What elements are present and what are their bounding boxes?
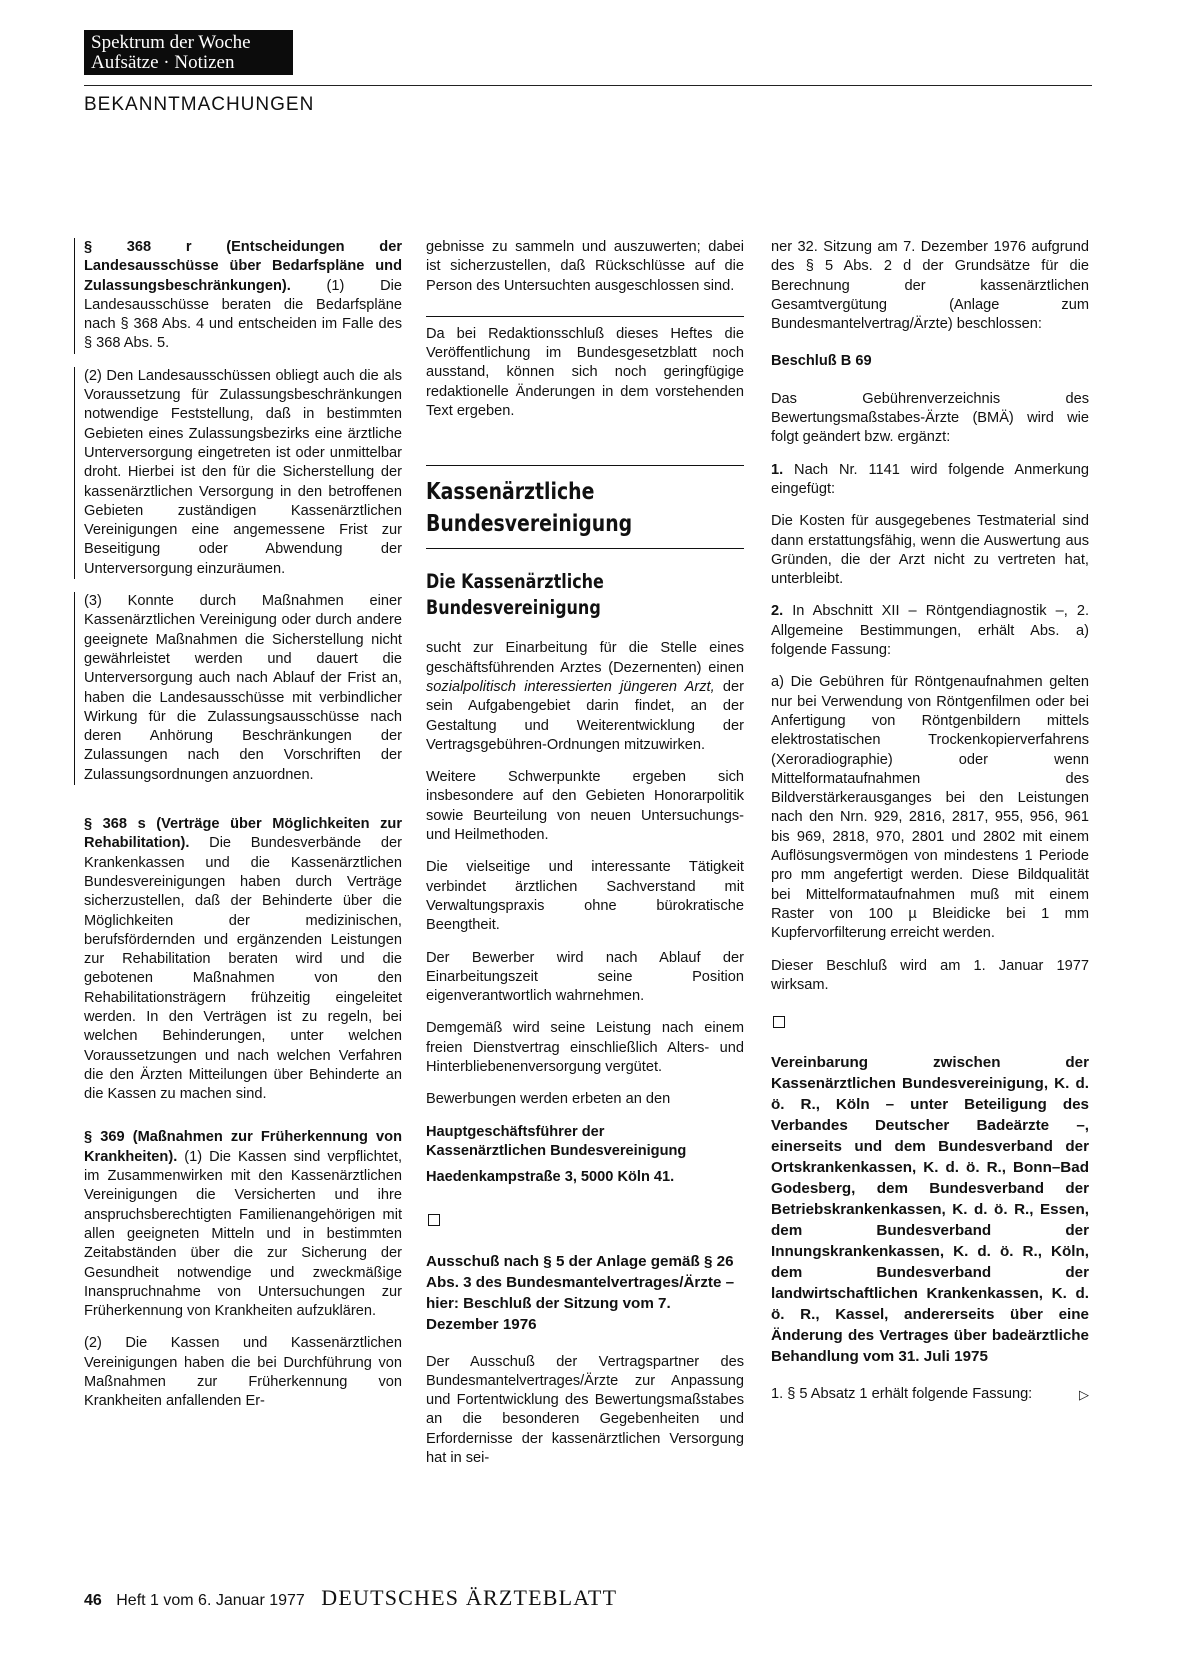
column-3 [771,238,1089,1418]
paragraph: ner 32. Sitzung am 7. Dezember 1976 aufgrund des § 5 Abs. 2 d der Grundsätze für die Berechnung der kassenärztlichen Gesamtvergütung (Anlage zum Bundesmantelvertrag/Ärzte) beschlossen: [771,239,1089,333]
ad-paragraph: Die vielseitige und interessante Tätigkeit verbindet ärztlichen Sachverstand mit Verwaltungspraxis ohne bürokratische Beengtheit. [426,859,744,934]
editorial-notice: Da bei Redaktionsschluß dieses Heftes die Veröffentlichung im Bundesgesetzblatt noch ausstand, können sich noch geringfügige redaktionelle Änderungen in dem vorstehenden Text ergeben. [426,316,744,421]
rubric-box [84,30,293,75]
list-item-text: Nach Nr. 1141 wird folgende Anmerkung eingefügt: [771,461,1089,497]
ad-text: sucht zur Einarbeitung für die Stelle eines geschäftsführenden Arztes (Dezernenten) einen [426,640,744,676]
paragraph: (2) Den Landesausschüssen obliegt auch die als Voraussetzung für Zulassungsbeschränkungen notwendige Feststellung, daß in bestimmten Gebieten eines Zulassungsbezirks eine ärztliche Unterversorgung eingetreten ist oder unmittelbar droht. Hierbei ist den für die Sicherstellung der kassenärztlichen Versorgung in den betroffenen Gebieten zuständigen Kassenärztlichen Vereinigungen eine angemessene Frist zur Beseitigung oder Abwendung der Unterversorgung einzuräumen. [74,367,402,579]
list-item [771,461,1089,500]
top-rule [84,85,1092,86]
ad-paragraph: Der Bewerber wird nach Ablauf der Einarbeitungszeit seine Position eigenverantwortlich wahrnehmen. [426,949,744,1005]
issue-info: Heft 1 vom 6. Januar 1977 [116,1592,305,1609]
address-line-2: Kassenärztlichen Bundesvereinigung [426,1142,687,1159]
rubric-line-2: Aufsätze · Notizen [91,52,235,73]
page-footer [84,1585,617,1611]
ad-text-emphasis: sozialpolitisch interessierten jüngeren Arzt, [426,678,715,695]
ad-paragraph: Bewerbungen werden erbeten an den [426,1091,671,1108]
decision-label: Beschluß B 69 [771,353,872,370]
continue-arrow-icon: ▷ [1079,1387,1089,1403]
ad-paragraph: Demgemäß wird seine Leistung nach einem freien Dienstvertrag einschließlich Alters- und Hinterbliebenenversorgung vergütet. [426,1020,744,1076]
agreement-heading: Vereinbarung zwischen der Kassenärztlichen Bundesvereinigung, K. d. ö. R., Köln – unter Beteiligung des Verbandes Deutscher Badeärzte –, einerseits und dem Bundesverband der Ortskrankenkassen, K. d. ö. R., Bonn–Bad Godesberg, dem Bundesverband der Betriebskrankenkassen, K. d. ö. R., Essen, dem Bundesverband der Innungskrankenkassen, K. d. ö. R., Köln, dem Bundesverband der landwirtschaftlichen Krankenkassen, K. d. ö. R., Kassel, andererseits über eine Änderung des Vertrages über badeärztliche Behandlung vom 31. Juli 1975 [771,1054,1089,1366]
page-number: 46 [84,1592,102,1609]
paragraph: Das Gebührenverzeichnis des Bewertungsmaßstabes-Ärzte (BMÄ) wird wie folgt geändert bzw. ergänzt: [771,390,1089,446]
list-item [771,602,1089,660]
paragraph-text: Die Bundesverbände der Krankenkassen und die Kassenärztlichen Bundesvereinigungen haben durch Verträge sicherzustellen, daß der Behinderte über die Möglichkeiten der medizinischen, berufsfördernden und ergänzenden Leistungen zur Rehabilitation beraten wird und die gebotenen Maßnahmen von den Rehabilitationsträgern frühzeitig eingeleitet werden. In den Verträgen ist zu regeln, bei welchen Behinderungen, unter welchen Voraussetzungen und nach welchen Verfahren die den Ärzten Mitteilungen über Behinderte an die Kassen zu machen sind. [84,835,402,1103]
section-label: BEKANNTMACHUNGEN [84,94,315,115]
paragraph-head: § 368 s (Verträge über Möglichkeiten zur Rehabilitation). [84,816,402,852]
paragraph: Der Ausschuß der Vertragspartner des Bundesmantelvertrages/Ärzte zur Anpassung und Fortentwicklung des Bewertungsmaßstabes an die besonderen Gegebenheiten und Erfordernisse der kassenärztlichen Versorgung hat in sei- [426,1353,744,1466]
paragraph: (2) Die Kassen und Kassenärztlichen Vereinigungen haben die bei Durchführung von Maßnahmen zur Früherkennung von Krankheiten anfallenden Er- [84,1335,402,1410]
section-title-line-1: Kassenärztliche [426,479,595,506]
ad-title [426,569,687,621]
paragraph-369 [84,1128,402,1321]
address-line-1: Hauptgeschäftsführer der [426,1123,605,1140]
ad-paragraph [426,639,744,755]
committee-heading: Ausschuß nach § 5 der Anlage gemäß § 26 Abs. 3 des Bundesmantelvertrages/Ärzte – hier: Beschluß der Sitzung vom 7. Dezember 1976 [426,1252,735,1333]
section-title-line-2: Bundesvereinigung [426,511,633,538]
paragraph: Dieser Beschluß wird am 1. Januar 1977 wirksam. [771,957,1089,993]
list-item-text: In Abschnitt XII – Röntgendiagnostik –, 2. Allgemeine Bestimmungen, erhält Abs. a) folgende Fassung: [771,603,1089,659]
address-line-3: Haedenkampstraße 3, 5000 Köln 41. [426,1169,675,1186]
paragraph: Die Kosten für ausgegebenes Testmaterial sind dann erstattungsfähig, wenn die Auswertung aus Gründen, die der Arzt nicht zu vertreten hat, unterbleibt. [771,513,1089,588]
end-square-icon [428,1214,440,1226]
paragraph-text: 1. § 5 Absatz 1 erhält folgende Fassung: [771,1386,1033,1403]
paragraph: gebnisse zu sammeln und auszuwerten; dabei ist sicherzustellen, daß Rückschlüsse auf die Person des Untersuchten ausgeschlossen sind. [426,239,744,294]
paragraph: (3) Konnte durch Maßnahmen einer Kassenärztlichen Vereinigung oder durch andere geeignete Maßnahmen die Sicherstellung nicht gewährleistet werden und dauert die Unterversorgung auch nach Ablauf der Frist an, haben die Landesausschüsse mit verbindlicher Wirkung für die Zulassungsausschüsse nach deren Anhörung Beschränkungen der Zulassungen nach den Vorschriften der Zulassungsordnungen anzuordnen. [74,592,402,785]
section-rule [426,548,744,549]
list-item-number: 2. [771,603,784,620]
paragraph-head: § 369 (Maßnahmen zur Früherkennung von Krankheiten). [84,1129,402,1165]
list-item-number: 1. [771,461,784,478]
ad-title-line-2: Bundesvereinigung [426,596,601,620]
paragraph [771,1385,1089,1404]
address-block [426,1123,744,1194]
ad-title-line-1: Die Kassenärztliche [426,570,604,594]
rubric-line-1: Spektrum der Woche [91,32,251,53]
paragraph-text: (1) Die Kassen sind verpflichtet, im Zusammenwirken mit den Kassenärztlichen Vereinigungen die Versicherten und ihre anspruchsberechtigten Familienangehörigen mit allen geeigneten Mitteln und in bestimmten Zeitabständen über die zur Sicherung der Gesundheit notwendige und zweckmäßige Inanspruchnahme von Untersuchungen zur Früherkennung von Krankheiten aufzuklären. [84,1148,402,1320]
paragraph-368s [84,815,402,1104]
column-1 [84,238,402,1425]
paragraph-text: (1) Die Landesausschüsse beraten die Bedarfspläne nach § 368 Abs. 4 und entscheiden im Falle des § 368 Abs. 5. [84,277,402,352]
end-square-icon [773,1016,785,1028]
paragraph-head: § 368 r (Entscheidungen der Landesausschüsse über Bedarfspläne und Zulassungsbeschränkungen). [84,239,402,294]
ad-text: der sein Aufgabengebiet darin findet, an der Gestaltung und Weiterentwicklung der Vertragsgebühren-Ordnungen mitzuwirken. [426,678,744,753]
column-2 [426,238,744,1481]
paragraph: a) Die Gebühren für Röntgenaufnahmen gelten nur bei Verwendung von Röntgenfilmen oder bei Anfertigung von Röntgenbildern mittels elektrostatischen Trockenkopierverfahrens (Xeroradiographie) oder wenn Mittelformataufnahmen des Bildverstärkerausganges bei den Leistungen nach den Nrn. 929, 2816, 2817, 955, 956, 961 bis 969, 2818, 970, 2801 und 2802 mit einem Auflösungsvermögen von mindestens 1 Periode pro mm angefertigt werden. Diese Bildqualität bei Mittelformataufnahmen muß mit einem Raster von 100 µ Bleidicke bei 1 mm Kupfervorfilterung erreicht werden. [771,674,1089,942]
paragraph-368r [74,238,402,354]
journal-name: DEUTSCHES ÄRZTEBLATT [321,1585,618,1610]
ad-paragraph: Weitere Schwerpunkte ergeben sich insbesondere auf den Gebieten Honorarpolitik sowie Beurteilung von neuen Untersuchungs- und Heilmethoden. [426,769,744,844]
